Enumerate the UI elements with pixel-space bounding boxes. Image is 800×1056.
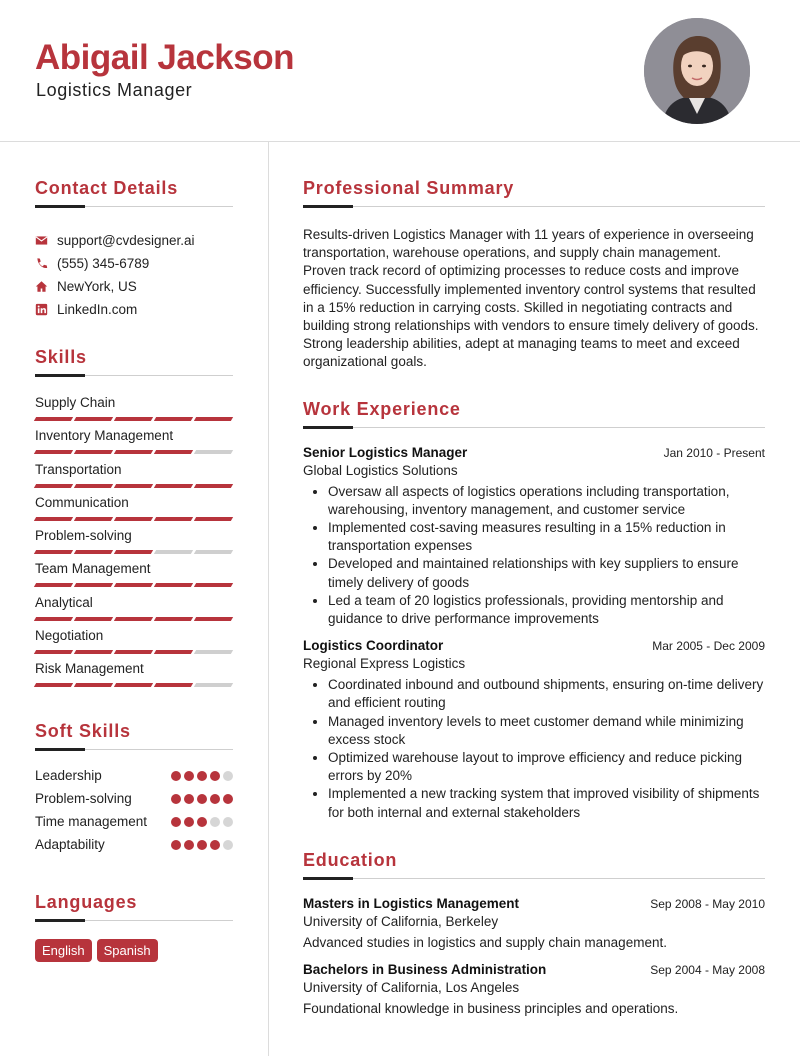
skill-level-segment bbox=[114, 683, 153, 687]
skill-name: Transportation bbox=[35, 461, 122, 477]
rating-dot bbox=[197, 817, 207, 827]
main-column bbox=[303, 178, 765, 1016]
skill-level-segment bbox=[34, 683, 73, 687]
skill-level-segment bbox=[194, 583, 233, 587]
job-bullet: • Coordinated inbound and outbound shipments, ensuring on-time delivery and efficient routing bbox=[328, 676, 765, 712]
skill-level-segment bbox=[74, 417, 113, 421]
job-bullet: • Developed and maintained relationships with key suppliers to ensure timely delivery of goods bbox=[328, 555, 765, 591]
skill-level-segment bbox=[74, 517, 113, 521]
skill-level-segment bbox=[194, 417, 233, 421]
rating-dot bbox=[223, 817, 233, 827]
skill-level-segment bbox=[194, 683, 233, 687]
skill-item bbox=[35, 661, 233, 694]
email-icon bbox=[35, 234, 57, 247]
contact-phone[interactable] bbox=[35, 252, 233, 275]
contact-phone-text: (555) 345-6789 bbox=[57, 256, 150, 271]
skill-level-segment bbox=[34, 583, 73, 587]
rating-dot bbox=[171, 771, 181, 781]
contact-location-text: NewYork, US bbox=[57, 279, 137, 294]
skill-name: Inventory Management bbox=[35, 428, 174, 444]
rating-dot bbox=[197, 840, 207, 850]
skill-level-segment bbox=[194, 450, 233, 454]
rating-dot bbox=[210, 771, 220, 781]
rating-dot bbox=[210, 840, 220, 850]
skill-level-segment bbox=[114, 550, 153, 554]
job-role: Logistics Coordinator bbox=[303, 638, 444, 654]
skill-level-segment bbox=[194, 550, 233, 554]
skill-level-segment bbox=[74, 683, 113, 687]
education-entry bbox=[303, 896, 765, 950]
soft-skill-name: Leadership bbox=[35, 767, 102, 783]
skills-heading: Skills bbox=[35, 347, 233, 376]
contact-list bbox=[35, 229, 233, 321]
skill-level-bar bbox=[35, 484, 233, 488]
skill-level-segment bbox=[34, 617, 73, 621]
contact-email[interactable] bbox=[35, 229, 233, 252]
skill-item bbox=[35, 395, 233, 428]
skill-level-segment bbox=[74, 617, 113, 621]
skill-item bbox=[35, 528, 233, 561]
language-badge: Spanish bbox=[97, 939, 158, 962]
skill-level-segment bbox=[194, 617, 233, 621]
summary-text: Results-driven Logistics Manager with 11 years of experience in overseeing transportation, warehouse operations, and supply chain management. Proven track record of optimizing processes to reduce costs and improve efficiency. Successfully implemented inventory control systems that resulted in a 15% reduction in carrying costs. Skilled in negotiating contracts and building strong relationships with vendors to ensure timely delivery of goods. Strong leadership abilities, adept at managing teams to meet and exceed organizational goals. bbox=[303, 227, 759, 370]
skill-level-segment bbox=[154, 683, 193, 687]
skill-level-segment bbox=[154, 517, 193, 521]
skill-level-segment bbox=[114, 417, 153, 421]
soft-skills-list bbox=[35, 767, 233, 854]
soft-skill-name: Problem-solving bbox=[35, 790, 132, 806]
skill-level-segment bbox=[34, 484, 73, 488]
skill-item bbox=[35, 495, 233, 528]
skill-level-segment bbox=[34, 650, 73, 654]
skill-name: Problem-solving bbox=[35, 528, 132, 544]
skill-level-bar bbox=[35, 517, 233, 521]
skill-level-segment bbox=[114, 484, 153, 488]
job-bullet: • Optimized warehouse layout to improve efficiency and reduce picking errors by 20% bbox=[328, 749, 765, 785]
skill-name: Negotiation bbox=[35, 628, 104, 644]
job-bullet: • Implemented cost-saving measures resulting in a 15% reduction in transportation expenses bbox=[328, 519, 765, 555]
skill-level-segment bbox=[154, 583, 193, 587]
soft-skill-item bbox=[35, 790, 233, 808]
skill-level-segment bbox=[34, 450, 73, 454]
language-badge: English bbox=[35, 939, 92, 962]
skill-level-bar bbox=[35, 417, 233, 421]
rating-dot bbox=[210, 817, 220, 827]
candidate-name: Abigail Jackson bbox=[35, 38, 294, 77]
skill-level-bar bbox=[35, 683, 233, 687]
skill-level-bar bbox=[35, 617, 233, 621]
school-name: University of California, Berkeley bbox=[303, 913, 499, 929]
soft-skill-item bbox=[35, 767, 233, 785]
job-bullet: • Led a team of 20 logistics professionals, providing mentorship and guidance to drive performance improvements bbox=[328, 592, 765, 628]
soft-skill-rating bbox=[171, 840, 233, 850]
skill-level-bar bbox=[35, 650, 233, 654]
profile-photo bbox=[644, 18, 750, 124]
job-company: Regional Express Logistics bbox=[303, 656, 466, 672]
skill-level-bar bbox=[35, 450, 233, 454]
skills-list bbox=[35, 395, 233, 695]
education-description: Foundational knowledge in business principles and operations. bbox=[303, 1000, 679, 1016]
school-name: University of California, Los Angeles bbox=[303, 979, 520, 995]
skill-level-segment bbox=[154, 650, 193, 654]
rating-dot bbox=[171, 840, 181, 850]
skill-level-segment bbox=[34, 417, 73, 421]
soft-skill-name: Time management bbox=[35, 813, 148, 829]
linkedin-icon bbox=[35, 303, 57, 316]
rating-dot bbox=[223, 794, 233, 804]
skill-level-segment bbox=[194, 650, 233, 654]
skill-level-segment bbox=[74, 484, 113, 488]
resume-header bbox=[0, 0, 800, 142]
soft-skill-rating bbox=[171, 794, 233, 804]
rating-dot bbox=[184, 771, 194, 781]
job-bullet: • Managed inventory levels to meet customer demand while minimizing excess stock bbox=[328, 713, 765, 749]
skill-level-segment bbox=[34, 517, 73, 521]
skill-item bbox=[35, 628, 233, 661]
sidebar bbox=[35, 178, 233, 962]
soft-skill-item bbox=[35, 813, 233, 831]
rating-dot bbox=[184, 794, 194, 804]
column-divider bbox=[268, 142, 269, 1056]
job-bullets bbox=[303, 483, 765, 629]
skill-level-segment bbox=[154, 484, 193, 488]
skill-level-segment bbox=[154, 550, 193, 554]
skill-level-segment bbox=[34, 550, 73, 554]
skill-level-segment bbox=[74, 650, 113, 654]
skill-name: Supply Chain bbox=[35, 395, 116, 410]
skill-level-bar bbox=[35, 550, 233, 554]
job-company: Global Logistics Solutions bbox=[303, 462, 458, 478]
languages-list bbox=[35, 939, 233, 962]
rating-dot bbox=[210, 794, 220, 804]
skill-level-segment bbox=[154, 450, 193, 454]
skill-item bbox=[35, 595, 233, 628]
skill-level-segment bbox=[114, 517, 153, 521]
soft-skill-name: Adaptability bbox=[35, 836, 105, 852]
contact-linkedin[interactable] bbox=[35, 298, 233, 321]
education-description: Advanced studies in logistics and supply chain management. bbox=[303, 934, 667, 950]
degree-title: Masters in Logistics Management bbox=[303, 895, 520, 911]
rating-dot bbox=[184, 840, 194, 850]
skill-level-segment bbox=[114, 650, 153, 654]
rating-dot bbox=[223, 840, 233, 850]
skill-level-segment bbox=[114, 617, 153, 621]
skill-name: Team Management bbox=[35, 561, 151, 577]
job-title: Logistics Manager bbox=[36, 80, 193, 100]
skill-level-segment bbox=[154, 417, 193, 421]
skill-level-segment bbox=[194, 517, 233, 521]
contact-linkedin-text: LinkedIn.com bbox=[57, 302, 138, 317]
education-entry bbox=[303, 962, 765, 1016]
skill-level-segment bbox=[114, 450, 153, 454]
job-entry bbox=[303, 638, 765, 822]
skill-level-bar bbox=[35, 583, 233, 587]
education-dates: Sep 2004 - May 2008 bbox=[650, 962, 765, 977]
rating-dot bbox=[184, 817, 194, 827]
contact-heading: Contact Details bbox=[35, 178, 233, 207]
job-dates: Mar 2005 - Dec 2009 bbox=[652, 639, 765, 654]
rating-dot bbox=[197, 794, 207, 804]
skill-name: Analytical bbox=[35, 594, 93, 610]
job-dates: Jan 2010 - Present bbox=[663, 445, 765, 460]
soft-skills-heading: Soft Skills bbox=[35, 721, 233, 750]
phone-icon bbox=[35, 257, 57, 270]
education-dates: Sep 2008 - May 2010 bbox=[650, 896, 765, 911]
job-bullet: • Oversaw all aspects of logistics operations including transportation, warehousing, inventory management, and customer service bbox=[328, 483, 765, 519]
job-entry bbox=[303, 445, 765, 629]
skill-level-segment bbox=[154, 617, 193, 621]
skill-item bbox=[35, 561, 233, 594]
education-heading: Education bbox=[303, 850, 765, 879]
job-role: Senior Logistics Manager bbox=[303, 444, 468, 460]
degree-title: Bachelors in Business Administration bbox=[303, 961, 547, 977]
skill-level-segment bbox=[194, 484, 233, 488]
soft-skill-rating bbox=[171, 771, 233, 781]
summary-heading: Professional Summary bbox=[303, 178, 765, 207]
skill-item bbox=[35, 462, 233, 495]
soft-skill-rating bbox=[171, 817, 233, 827]
skill-item bbox=[35, 428, 233, 461]
skill-level-segment bbox=[74, 583, 113, 587]
home-icon bbox=[35, 280, 57, 293]
experience-heading: Work Experience bbox=[303, 399, 765, 428]
skill-level-segment bbox=[114, 583, 153, 587]
soft-skill-item bbox=[35, 836, 233, 854]
job-bullets bbox=[303, 676, 765, 822]
rating-dot bbox=[223, 771, 233, 781]
rating-dot bbox=[171, 817, 181, 827]
contact-location bbox=[35, 275, 233, 298]
skill-name: Communication bbox=[35, 494, 129, 510]
contact-email-text: support@cvdesigner.ai bbox=[57, 233, 195, 248]
skill-name: Risk Management bbox=[35, 661, 144, 677]
skill-level-segment bbox=[74, 450, 113, 454]
job-bullet: • Implemented a new tracking system that improved visibility of shipments for both internal and external stakeholders bbox=[328, 785, 765, 821]
languages-heading: Languages bbox=[35, 892, 233, 921]
rating-dot bbox=[171, 794, 181, 804]
rating-dot bbox=[197, 771, 207, 781]
skill-level-segment bbox=[74, 550, 113, 554]
